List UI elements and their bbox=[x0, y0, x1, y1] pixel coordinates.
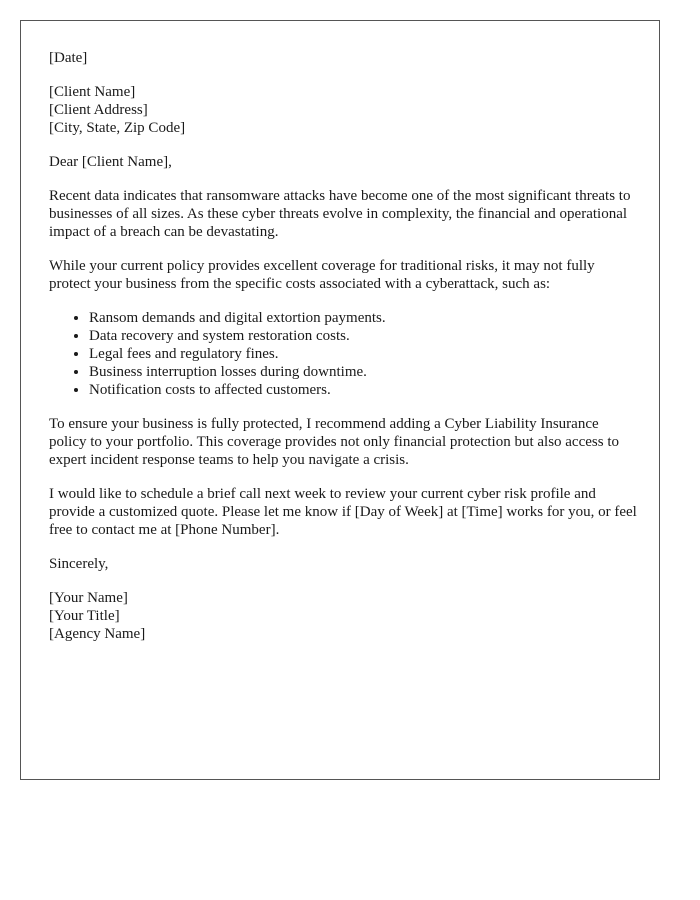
cost-list bbox=[49, 309, 639, 399]
letter-body bbox=[49, 49, 639, 659]
recipient-name: [Client Name] bbox=[49, 84, 136, 100]
signature-title: [Your Title] bbox=[49, 608, 120, 624]
signature-block bbox=[49, 589, 639, 643]
recipient-city-state-zip: [City, State, Zip Code] bbox=[49, 120, 186, 136]
paragraph-coverage-gap: While your current policy provides excellent coverage for traditional risks, it may not fully protect your business from the specific costs associated with a cyberattack, such as: bbox=[49, 258, 595, 292]
paragraph-recommendation: To ensure your business is fully protected, I recommend adding a Cyber Liability Insurance policy to your portfolio. This coverage provides not only financial protection but also access to expert incident response teams to help you navigate a crisis. bbox=[49, 416, 619, 468]
list-item: • Business interruption losses during downtime. bbox=[89, 363, 639, 381]
signature-name: [Your Name] bbox=[49, 590, 128, 606]
recipient-address: [Client Address] bbox=[49, 102, 148, 118]
paragraph-call-to-action: I would like to schedule a brief call next week to review your current cyber risk profile and provide a customized quote. Please let me know if [Day of Week] at [Time] works for you, or feel free to contact me at [Phone Number]. bbox=[49, 486, 637, 538]
letter-date: [Date] bbox=[49, 50, 88, 66]
signature-agency: [Agency Name] bbox=[49, 626, 146, 642]
list-item: • Legal fees and regulatory fines. bbox=[89, 345, 639, 363]
letter-page bbox=[20, 20, 660, 780]
list-item: • Data recovery and system restoration costs. bbox=[89, 327, 639, 345]
paragraph-ransomware-threat: Recent data indicates that ransomware attacks have become one of the most significant threats to businesses of all sizes. As these cyber threats evolve in complexity, the financial and operational impact of a breach can be devastating. bbox=[49, 188, 631, 240]
closing: Sincerely, bbox=[49, 556, 109, 572]
salutation: Dear [Client Name], bbox=[49, 154, 172, 170]
list-item: • Ransom demands and digital extortion payments. bbox=[89, 309, 639, 327]
recipient-block bbox=[49, 83, 639, 137]
list-item: • Notification costs to affected customers. bbox=[89, 381, 639, 399]
